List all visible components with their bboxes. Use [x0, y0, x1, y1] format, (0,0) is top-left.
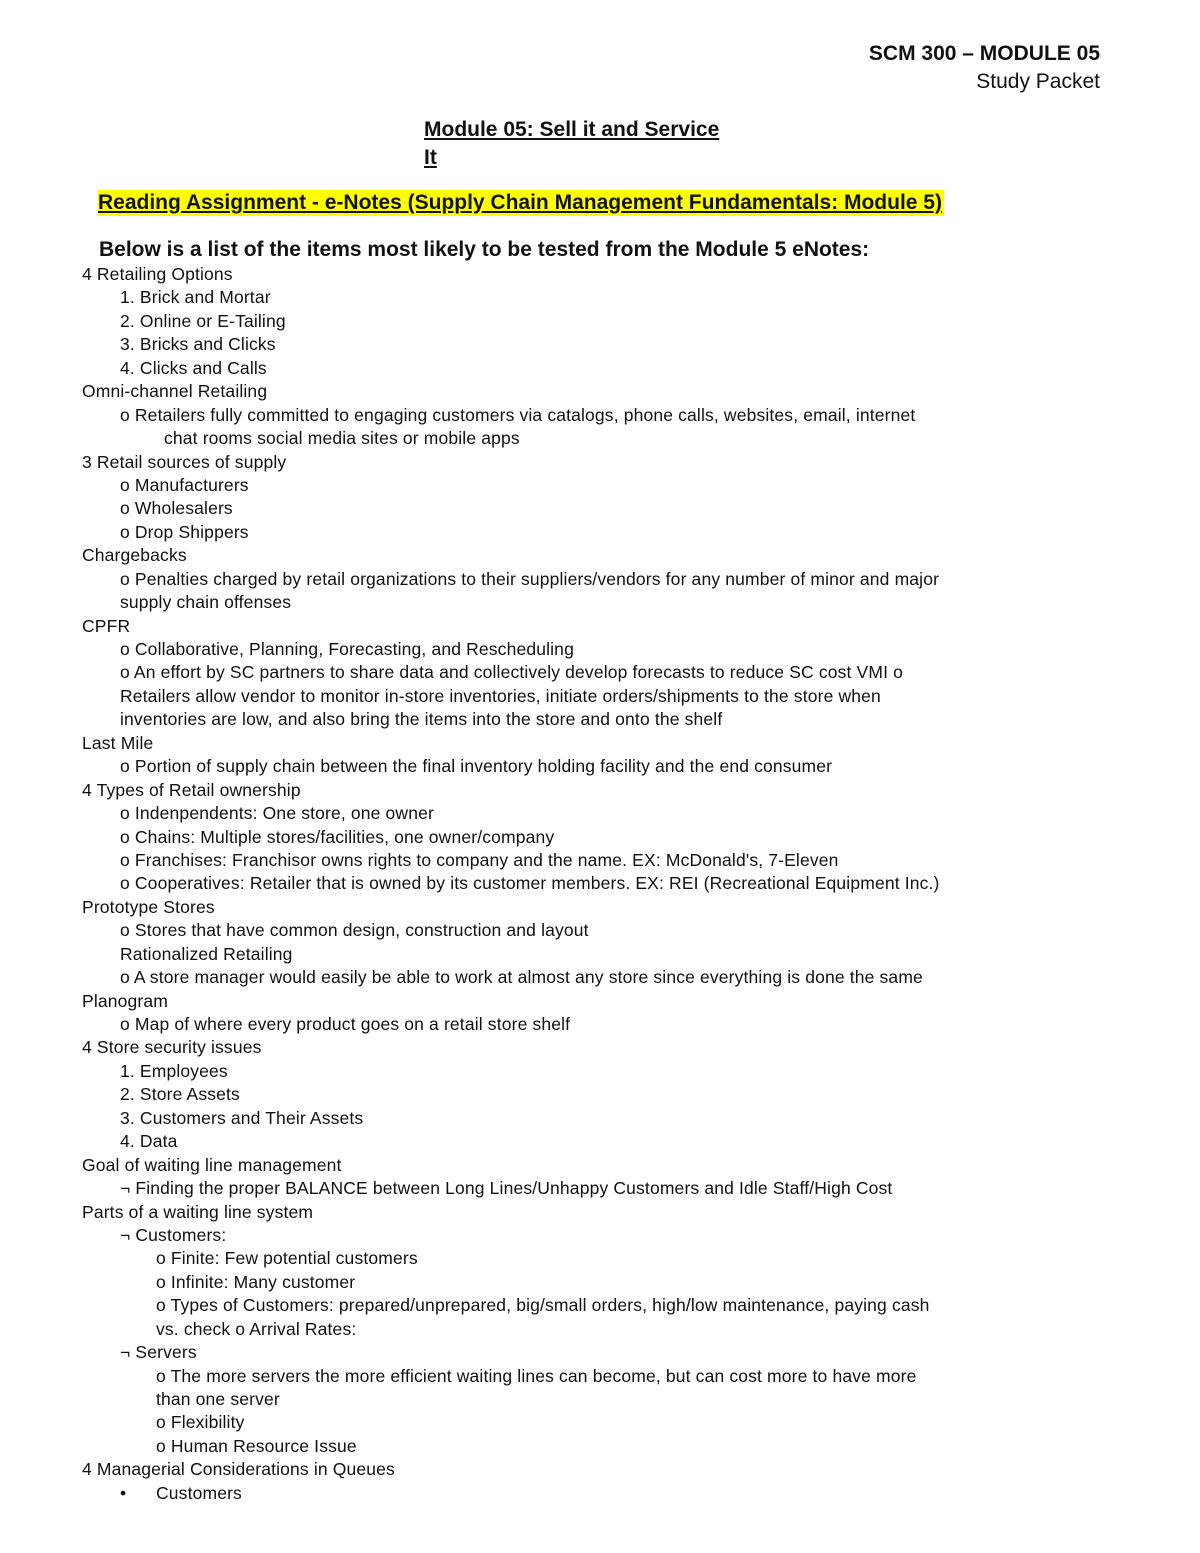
list-item: o Cooperatives: Retailer that is owned by its customer members. EX: REI (Recreational Equipment Inc.)	[120, 873, 940, 894]
list-item: ¬ Servers	[120, 1342, 197, 1363]
list-item: 2. Store Assets	[120, 1084, 240, 1105]
list-item: o Franchises: Franchisor owns rights to company and the name. EX: McDonald's, 7-Eleven	[120, 849, 839, 870]
intro-heading: Below is a list of the items most likely to be tested from the Module 5 eNotes:	[99, 238, 870, 261]
list-item: o Chains: Multiple stores/facilities, one owner/company	[120, 826, 555, 847]
bullet-marker: •	[120, 1482, 127, 1503]
list-item: vs. check o Arrival Rates:	[156, 1318, 357, 1339]
topic-heading: 4 Managerial Considerations in Queues	[82, 1459, 395, 1480]
topic-heading: Chargebacks	[82, 545, 187, 566]
list-item: 1. Brick and Mortar	[120, 287, 271, 308]
topic-heading: Goal of waiting line management	[82, 1154, 342, 1175]
list-item: o Infinite: Many customer	[156, 1271, 356, 1292]
topic-heading: 4 Types of Retail ownership	[82, 779, 301, 800]
module-title	[424, 116, 719, 172]
list-item: chat rooms social media sites or mobile apps	[164, 428, 520, 449]
list-item: o Types of Customers: prepared/unprepared, big/small orders, high/low maintenance, paying cash	[156, 1295, 930, 1316]
list-item: o A store manager would easily be able to work at almost any store since everything is done the same	[120, 967, 923, 988]
topic-heading: 3 Retail sources of supply	[82, 451, 287, 472]
list-item: o Portion of supply chain between the final inventory holding facility and the end consumer	[120, 756, 833, 777]
list-item: o Collaborative, Planning, Forecasting, and Rescheduling	[120, 639, 574, 659]
module-title-line-2: It	[424, 146, 437, 169]
bullet-item-text: Customers	[156, 1482, 242, 1503]
bullet-item	[82, 1482, 1142, 1505]
topic-heading: Omni-channel Retailing	[82, 381, 268, 402]
list-item: Retailers allow vendor to monitor in-store inventories, initiate orders/shipments to the store when	[120, 685, 881, 706]
list-item: o An effort by SC partners to share data and collectively develop forecasts to reduce SC cost VMI o	[120, 662, 903, 683]
topic-heading: Planogram	[82, 990, 168, 1011]
list-item: ¬ Finding the proper BALANCE between Long Lines/Unhappy Customers and Idle Staff/High Cost	[120, 1178, 893, 1199]
list-item: 1. Employees	[120, 1060, 228, 1081]
course-header: SCM 300 – MODULE 05	[868, 42, 1100, 65]
topic-heading: Parts of a waiting line system	[82, 1201, 314, 1222]
list-item: than one server	[156, 1389, 280, 1409]
list-item: o Penalties charged by retail organizations to their suppliers/vendors for any number of minor and major	[120, 568, 940, 589]
list-item: o Finite: Few potential customers	[156, 1248, 418, 1269]
study-items-list	[82, 263, 1142, 1505]
list-item: o The more servers the more efficient waiting lines can become, but can cost more to have more	[156, 1365, 917, 1386]
topic-heading: 4 Retailing Options	[82, 264, 233, 284]
list-item: 3. Bricks and Clicks	[120, 334, 276, 355]
list-item: o Manufacturers	[120, 474, 249, 495]
topic-heading: CPFR	[82, 615, 131, 636]
topic-heading: Prototype Stores	[82, 896, 215, 917]
list-item: inventories are low, and also bring the items into the store and onto the shelf	[120, 709, 723, 730]
list-item: 3. Customers and Their Assets	[120, 1107, 364, 1128]
list-item: o Wholesalers	[120, 498, 233, 519]
list-item: 4. Clicks and Calls	[120, 357, 267, 378]
list-item: o Indenpendents: One store, one owner	[120, 803, 434, 824]
list-item: o Drop Shippers	[120, 521, 249, 542]
list-item: o Stores that have common design, construction and layout	[120, 920, 589, 941]
topic-heading: 4 Store security issues	[82, 1037, 262, 1058]
list-item: o Retailers fully committed to engaging customers via catalogs, phone calls, websites, email, internet	[120, 404, 916, 425]
module-title-line-1: Module 05: Sell it and Service	[424, 118, 720, 141]
reading-assignment-highlight: Reading Assignment - e-Notes (Supply Chain Management Fundamentals: Module 5)	[98, 191, 942, 214]
list-item: Rationalized Retailing	[120, 943, 293, 964]
list-item: o Human Resource Issue	[156, 1435, 357, 1456]
list-item: 2. Online or E-Tailing	[120, 310, 286, 331]
list-item: supply chain offenses	[120, 592, 292, 613]
list-item: o Flexibility	[156, 1412, 245, 1433]
topic-heading: Last Mile	[82, 732, 154, 753]
list-item: ¬ Customers:	[120, 1224, 227, 1245]
list-item: o Map of where every product goes on a retail store shelf	[120, 1014, 571, 1034]
list-item: 4. Data	[120, 1131, 178, 1152]
packet-subheader: Study Packet	[976, 70, 1100, 93]
